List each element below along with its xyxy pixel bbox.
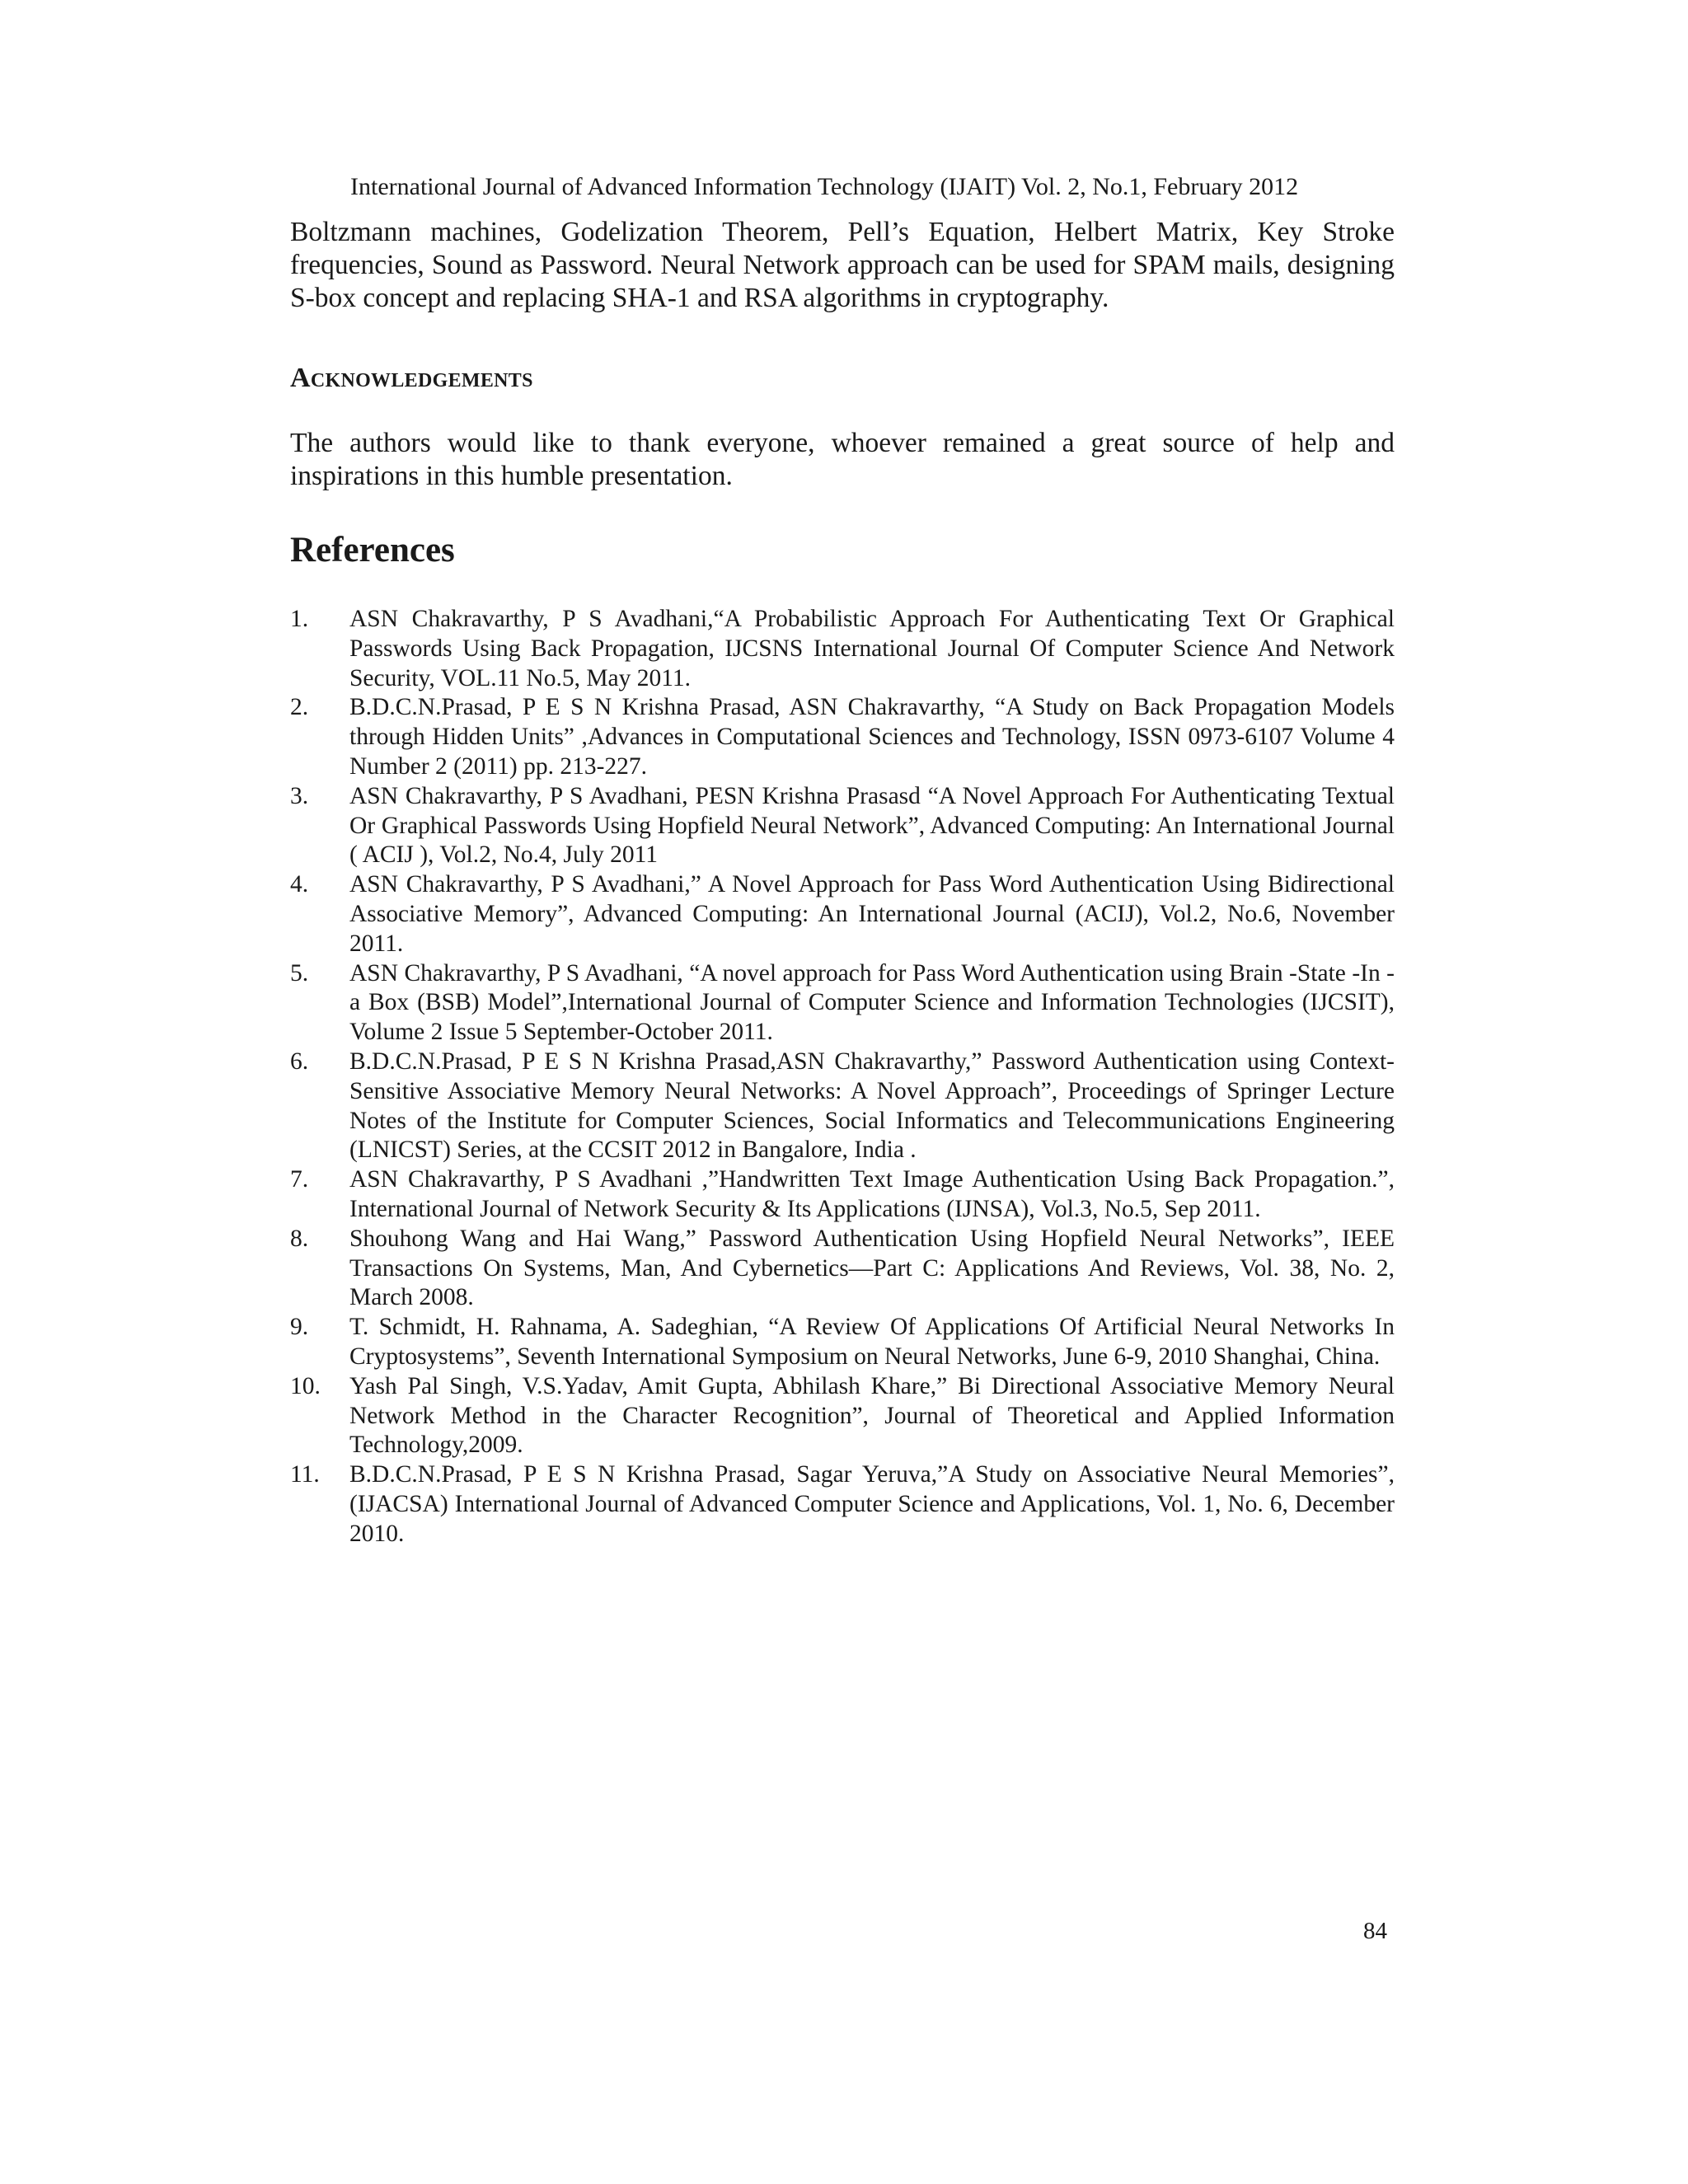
references-heading: References: [290, 531, 455, 569]
reference-item: [290, 959, 1395, 1047]
running-header: International Journal of Advanced Information Technology (IJAIT) Vol. 2, No.1, February 2012: [350, 173, 1299, 200]
reference-number: 9.: [290, 1314, 309, 1341]
reference-number: 10.: [290, 1372, 321, 1399]
reference-item: [290, 605, 1395, 693]
reference-number: 2.: [290, 694, 309, 721]
reference-text: Yash Pal Singh, V.S.Yadav, Amit Gupta, Abhilash Khare,” Bi Directional Associative Memory Neural Network Method in the Character Recognition”, Journal of Theoretical and Applied Information Technology,2009.: [349, 1372, 1395, 1459]
reference-text: B.D.C.N.Prasad, P E S N Krishna Prasad, ASN Chakravarthy, “A Study on Back Propagation Models through Hidden Units” ,Advances in Computational Sciences and Technology, ISSN 0973-6107 Volume 4 Number 2 (2011) pp. 213-227.: [349, 694, 1395, 780]
continuation-paragraph: Boltzmann machines, Godelization Theorem, Pell’s Equation, Helbert Matrix, Key Stroke frequencies, Sound as Password. Neural Network approach can be used for SPAM mails, designing S-box concept and replacing SHA-1 and RSA algorithms in cryptography.: [290, 217, 1395, 313]
reference-list: [290, 605, 1395, 1549]
reference-text: ASN Chakravarthy, P S Avadhani, PESN Krishna Prasasd “A Novel Approach For Authenticating Textual Or Graphical Passwords Using Hopfield Neural Network”, Advanced Computing: An International Journal ( ACIJ ), Vol.2, No.4, July 2011: [349, 782, 1395, 869]
page-content: [290, 216, 1395, 1549]
reference-item: [290, 870, 1395, 958]
reference-number: 8.: [290, 1225, 309, 1252]
reference-number: 7.: [290, 1166, 309, 1193]
reference-item: [290, 1165, 1395, 1225]
reference-number: 3.: [290, 782, 309, 809]
acknowledgements-text: The authors would like to thank everyone, whoever remained a great source of help and inspirations in this humble presentation.: [290, 428, 1395, 491]
reference-number: 4.: [290, 871, 309, 898]
reference-number: 1.: [290, 606, 309, 632]
reference-item: [290, 1225, 1395, 1313]
reference-text: T. Schmidt, H. Rahnama, A. Sadeghian, “A Review Of Applications Of Artificial Neural Networks In Cryptosystems”, Seventh International Symposium on Neural Networks, June 6-9, 2010 Shanghai, China.: [349, 1314, 1395, 1370]
reference-number: 11.: [290, 1461, 320, 1488]
reference-item: [290, 1313, 1395, 1372]
reference-item: [290, 1372, 1395, 1460]
reference-item: [290, 782, 1395, 870]
reference-text: Shouhong Wang and Hai Wang,” Password Authentication Using Hopfield Neural Networks”, IEEE Transactions On Systems, Man, And Cybernetics—Part C: Applications And Reviews, Vol. 38, No. 2, March 2008.: [349, 1225, 1395, 1311]
reference-text: ASN Chakravarthy, P S Avadhani ,”Handwritten Text Image Authentication Using Back Propagation.”, International Journal of Network Security & Its Applications (IJNSA), Vol.3, No.5, Sep 2011.: [349, 1166, 1395, 1222]
reference-text: ASN Chakravarthy, P S Avadhani,” A Novel Approach for Pass Word Authentication Using Bidirectional Associative Memory”, Advanced Computing: An International Journal (ACIJ), Vol.2, No.6, November 2011.: [349, 871, 1395, 957]
reference-item: [290, 693, 1395, 781]
reference-text: ASN Chakravarthy, P S Avadhani, “A novel approach for Pass Word Authentication using Brain -State -In -a Box (BSB) Model”,International Journal of Computer Science and Information Technologies (IJCSIT), Volume 2 Issue 5 September-October 2011.: [349, 959, 1395, 1046]
reference-text: ASN Chakravarthy, P S Avadhani,“A Probabilistic Approach For Authenticating Text Or Graphical Passwords Using Back Propagation, IJCSNS International Journal Of Computer Science And Network Security, VOL.11 No.5, May 2011.: [349, 606, 1395, 691]
reference-number: 5.: [290, 959, 309, 987]
reference-text: B.D.C.N.Prasad, P E S N Krishna Prasad, Sagar Yeruva,”A Study on Associative Neural Memories”, (IJACSA) International Journal of Advanced Computer Science and Applications, Vol. 1, No. 6, December 2010.: [349, 1461, 1395, 1547]
acknowledgements-heading: Acknowledgements: [290, 363, 533, 393]
reference-item: [290, 1460, 1395, 1549]
reference-number: 6.: [290, 1047, 309, 1075]
reference-item: [290, 1047, 1395, 1165]
reference-text: B.D.C.N.Prasad, P E S N Krishna Prasad,ASN Chakravarthy,” Password Authentication using Context-Sensitive Associative Memory Neural Networks: A Novel Approach”, Proceedings of Springer Lecture Notes of the Institute for Computer Sciences, Social Informatics and Telecommunications Engineering (LNICST) Series, at the CCSIT 2012 in Bangalore, India .: [349, 1047, 1395, 1164]
page-number: 84: [1363, 1918, 1387, 1944]
